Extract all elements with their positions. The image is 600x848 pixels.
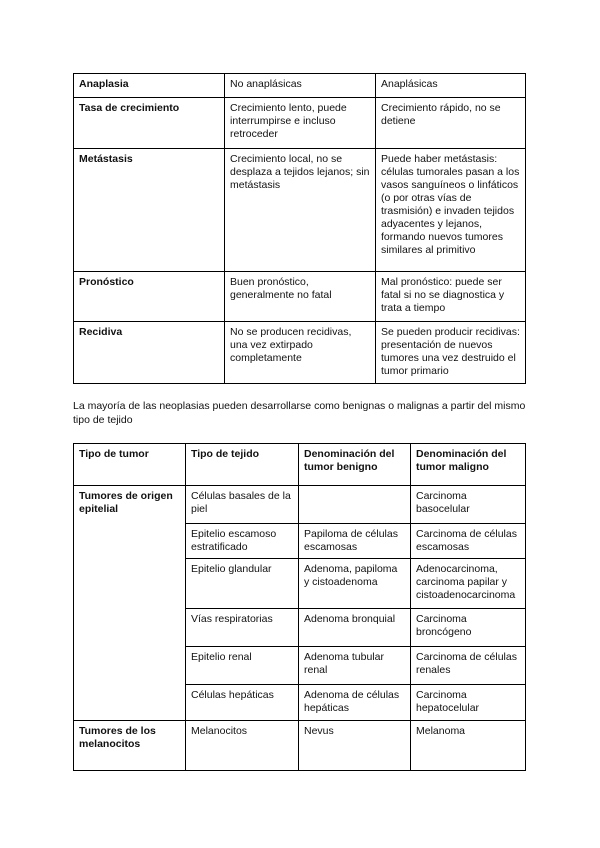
table-cell: Epitelio escamoso estratificado bbox=[186, 524, 299, 559]
table-row bbox=[74, 721, 526, 771]
table-cell: Carcinoma de células escamosas bbox=[411, 524, 526, 559]
header-cell: Tipo de tumor bbox=[74, 444, 186, 486]
table-cell: Carcinoma de células renales bbox=[411, 647, 526, 685]
table-cell: Crecimiento lento, puede interrumpirse e incluso retroceder bbox=[225, 98, 376, 149]
table-cell: Melanoma bbox=[411, 721, 526, 771]
table-row bbox=[74, 149, 526, 272]
row-label: Tasa de crecimiento bbox=[74, 98, 225, 149]
table-cell: Nevus bbox=[299, 721, 411, 771]
table-cell: Carcinoma basocelular bbox=[411, 486, 526, 524]
table-row bbox=[74, 486, 526, 524]
table-cell: Mal pronóstico: puede ser fatal si no se diagnostica y trata a tiempo bbox=[376, 272, 526, 322]
table-cell: Adenoma de células hepáticas bbox=[299, 685, 411, 721]
header-cell: Anaplasia bbox=[74, 74, 225, 98]
row-label: Pronóstico bbox=[74, 272, 225, 322]
table-cell: Carcinoma hepatocelular bbox=[411, 685, 526, 721]
header-cell: Anaplásicas bbox=[376, 74, 526, 98]
tumor-types-table bbox=[73, 443, 526, 771]
table-cell: Melanocitos bbox=[186, 721, 299, 771]
table-cell: Carcinoma broncógeno bbox=[411, 609, 526, 647]
table-cell: Crecimiento local, no se desplaza a tejidos lejanos; sin metástasis bbox=[225, 149, 376, 272]
table-cell: Adenoma tubular renal bbox=[299, 647, 411, 685]
table-row bbox=[74, 98, 526, 149]
table-cell bbox=[299, 486, 411, 524]
table-cell: Puede haber metástasis: células tumorales pasan a los vasos sanguíneos o linfáticos (o por otras vías de trasmisión) e invaden tejidos adyacentes y lejanos, formando nuevos tumores similares al primitivo bbox=[376, 149, 526, 272]
row-label: Metástasis bbox=[74, 149, 225, 272]
table-row bbox=[74, 322, 526, 384]
anaplasia-table bbox=[73, 73, 526, 384]
table-cell: Crecimiento rápido, no se detiene bbox=[376, 98, 526, 149]
table-cell: Epitelio renal bbox=[186, 647, 299, 685]
tumor-group-label: Tumores de origen epitelial bbox=[74, 486, 186, 721]
header-cell: Denominación del tumor maligno bbox=[411, 444, 526, 486]
table-cell: Buen pronóstico, generalmente no fatal bbox=[225, 272, 376, 322]
header-cell: Tipo de tejido bbox=[186, 444, 299, 486]
table-row bbox=[74, 272, 526, 322]
table-cell: Células basales de la piel bbox=[186, 486, 299, 524]
table-header-row bbox=[74, 444, 526, 486]
table-cell: Vías respiratorias bbox=[186, 609, 299, 647]
table-cell: Células hepáticas bbox=[186, 685, 299, 721]
table-header-row bbox=[74, 74, 526, 98]
table-cell: Papiloma de células escamosas bbox=[299, 524, 411, 559]
table-cell: Adenoma, papiloma y cistoadenoma bbox=[299, 559, 411, 609]
header-cell: Denominación del tumor benigno bbox=[299, 444, 411, 486]
table-cell: Se pueden producir recidivas: presentación de nuevos tumores una vez destruido el tumor primario bbox=[376, 322, 526, 384]
table-cell: Adenocarcinoma, carcinoma papilar y cistoadenocarcinoma bbox=[411, 559, 526, 609]
table-cell: No se producen recidivas, una vez extirpado completamente bbox=[225, 322, 376, 384]
table-cell: Adenoma bronquial bbox=[299, 609, 411, 647]
header-cell: No anaplásicas bbox=[225, 74, 376, 98]
table-cell: Epitelio glandular bbox=[186, 559, 299, 609]
tumor-group-label: Tumores de los melanocitos bbox=[74, 721, 186, 771]
row-label: Recidiva bbox=[74, 322, 225, 384]
body-paragraph: La mayoría de las neoplasias pueden desarrollarse como benignas o malignas a partir del mismo tipo de tejido bbox=[73, 400, 526, 426]
